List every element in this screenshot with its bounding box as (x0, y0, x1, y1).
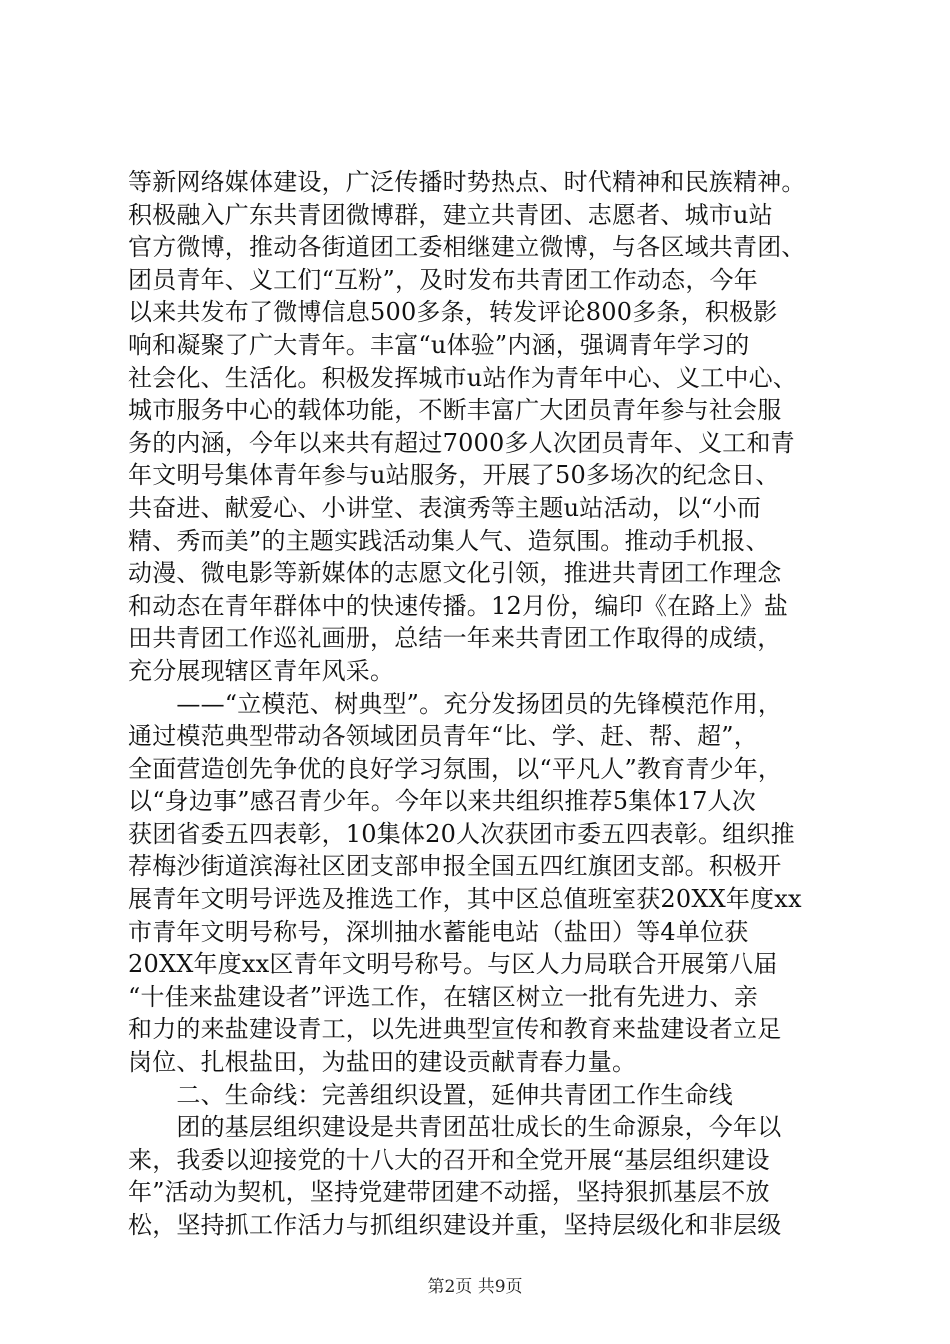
text-line: 团员青年、义工们“互粉”，及时发布共青团工作动态，今年 (128, 265, 758, 294)
page-footer: 第2页 共9页 (427, 1277, 523, 1297)
body-text (128, 166, 840, 1242)
text-line: 松，坚持抓工作活力与抓组织建设并重，坚持层级化和非层级 (128, 1211, 782, 1239)
text-line: 和力的来盐建设青工，以先进典型宣传和教育来盐建设者立足 (128, 1015, 782, 1044)
text-line: “十佳来盐建设者”评选工作，在辖区树立一批有先进力、亲 (128, 982, 758, 1011)
text-line: 官方微博，推动各街道团工委相继建立微博，与各区域共青团、 (128, 233, 806, 262)
text-line: 动漫、微电影等新媒体的志愿文化引领，推进共青团工作理念 (128, 559, 782, 588)
text-line: 城市服务中心的载体功能，不断丰富广大团员青年参与社会服 (128, 396, 782, 425)
text-line: 来，我委以迎接党的十八大的召开和全党开展“基层组织建设 (128, 1145, 770, 1174)
text-line: 以来共发布了微博信息500多条，转发评论800多条，积极影 (128, 298, 778, 327)
text-line: 年”活动为契机，坚持党建带团建不动摇，坚持狠抓基层不放 (128, 1178, 770, 1207)
text-line: 响和凝聚了广大青年。丰富“u体验”内涵，强调青年学习的 (128, 330, 750, 359)
text-line: 社会化、生活化。积极发挥城市u站作为青年中心、义工中心、 (128, 363, 798, 392)
text-line: 荐梅沙街道滨海社区团支部申报全国五四红旗团支部。积极开 (128, 852, 782, 881)
text-line: 年文明号集体青年参与u站服务，开展了50多场次的纪念日、 (128, 461, 780, 490)
text-line: 充分展现辖区青年风采。 (128, 656, 395, 685)
text-line: 二、生命线：完善组织设置，延伸共青团工作生命线 (128, 1080, 733, 1109)
text-line: 获团省委五四表彰，10集体20人次获团市委五四表彰。组织推 (128, 819, 795, 848)
text-line: 田共青团工作巡礼画册，总结一年来共青团工作取得的成绩， (128, 624, 782, 653)
text-line: 市青年文明号称号，深圳抽水蓄能电站（盐田）等4单位获 (128, 917, 749, 946)
text-line: 积极融入广东共青团微博群，建立共青团、志愿者、城市u站 (128, 200, 773, 229)
text-line: 等新网络媒体建设，广泛传播时势热点、时代精神和民族精神。 (128, 168, 806, 196)
text-line: 展青年文明号评选及推选工作，其中区总值班室获20XX年度xx (128, 885, 802, 914)
text-line: 共奋进、献爱心、小讲堂、表演秀等主题u站活动，以“小而 (128, 493, 762, 522)
text-line: 和动态在青年群体中的快速传播。12月份，编印《在路上》盐 (128, 591, 789, 620)
text-line: 通过模范典型带动各领域团员青年“比、学、赶、帮、超”， (128, 722, 758, 751)
text-line: ——“立模范、树典型”。充分发扬团员的先锋模范作用， (128, 689, 783, 718)
text-line: 精、秀而美”的主题实践活动集人气、造氛围。推动手机报、 (128, 526, 770, 555)
text-line: 岗位、扎根盐田，为盐田的建设贡献青春力量。 (128, 1048, 637, 1077)
text-line: 全面营造创先争优的良好学习氛围，以“平凡人”教育青少年， (128, 754, 783, 783)
text-line: 以“身边事”感召青少年。今年以来共组织推荐5集体17人次 (128, 787, 756, 816)
text-line: 团的基层组织建设是共青团茁壮成长的生命源泉，今年以 (128, 1113, 782, 1142)
text-line: 20XX年度xx区青年文明号称号。与区人力局联合开展第八届 (128, 950, 778, 979)
text-line: 务的内涵，今年以来共有超过7000多人次团员青年、义工和青 (128, 428, 795, 457)
